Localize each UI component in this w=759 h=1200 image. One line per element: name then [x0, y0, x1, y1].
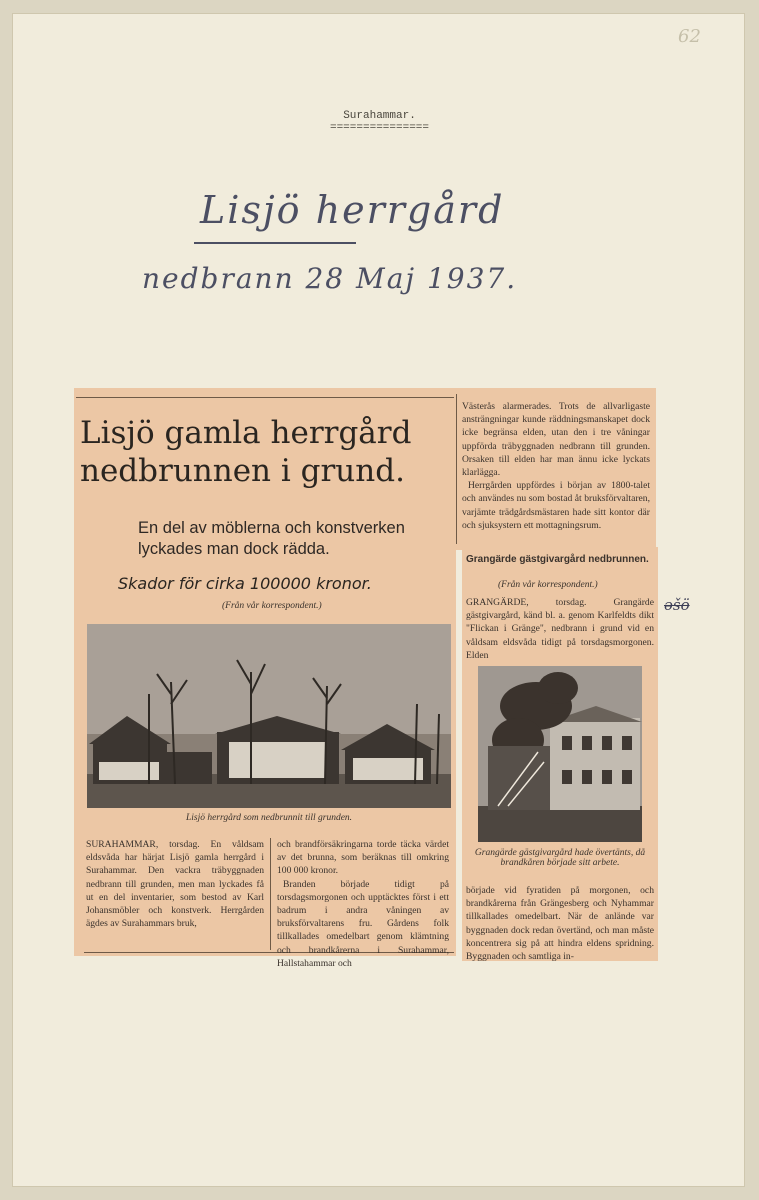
- main-headline: Lisjö gamla herrgård nedbrunnen i grund.: [80, 415, 412, 489]
- main-subhead: En del av möblerna och konstverken lyckades man dock rädda.: [138, 519, 405, 558]
- damage-line: Skador för cirka 100000 kronor.: [118, 574, 372, 593]
- handwritten-date-note: nedbrann 28 Maj 1937.: [142, 262, 518, 295]
- margin-note: ǝšö: [664, 596, 690, 614]
- photo-grangarde-fire: [478, 666, 642, 842]
- article-column-2: [277, 838, 449, 970]
- side-headline: Grangärde gästgivargård nedbrunnen.: [466, 554, 649, 565]
- text-column-rule: [270, 838, 271, 950]
- side-correspondent: (Från vår korrespondent.): [498, 580, 598, 590]
- article-column-1: [86, 838, 264, 930]
- article-col2-para1: och brandförsäkringarna torde täcka värdet av det brunna, som beräknas till omkring 100 000 kronor.: [277, 839, 449, 877]
- main-photo-caption: Lisjö herrgård som nedbrunnit till grunden.: [185, 813, 353, 823]
- article-col3-para2: Herrgården uppfördes i början av 1800-talet och användes nu som bostad åt bruksförvaltaren, varjämte trädgårdsmästaren hade sitt kontor där och sjuksystern ett mottagningsrum.: [462, 480, 650, 531]
- column-rule: [456, 394, 457, 544]
- top-rule: [76, 397, 454, 398]
- typed-place-header: Surahammar.: [343, 110, 416, 122]
- typed-header-underline: ===============: [329, 122, 430, 134]
- article-column-3: [462, 400, 650, 532]
- side-intro: [466, 596, 654, 662]
- main-correspondent: (Från vår korrespondent.): [222, 601, 322, 611]
- photo-lisjo-manor: [87, 624, 451, 808]
- article-col2-para2: Branden började tidigt på torsdagsmorgonen och upptäcktes först i ett badrum i andra våningen av bruksförvaltarens fru. Gårdens folk tillkallades omedelbart genom klämtning och brandkårerna i Surahammar, Hallstahammar och: [277, 878, 449, 969]
- article-col3-para1: Västerås alarmerades. Trots de allvarligaste ansträngningar kunde räddningsmanskapet dock icke begränsa elden, utan den i tre våningar uppförda träbyggnaden nedbrann till grunden. Orsaken till elden har man ännu icke lyckats klarlägga.: [462, 401, 650, 479]
- side-continuation-text: började vid fyratiden på morgonen, och brandkårerna från Grängesberg och Nyhammar tillkallades omedelbart. När de anlände var byggnaden dock redan övertänd, och man måste koncentrera sig på att hindra eldens spridning. Byggnaden och samtliga in-: [466, 885, 654, 963]
- article-col1-text: SURAHAMMAR, torsdag. En våldsam eldsvåda har härjat Lisjö gamla herrgård i Surahammar. Den vackra träbyggnaden nedbrann till grunden, men man lyckades få ut en del inventarier, som bestod av Karl Johansmöbler och konstverk. Herrgården ägdes av Surahammars bruk,: [86, 839, 264, 930]
- handwritten-underline: [194, 242, 356, 244]
- handwritten-title: Lisjö herrgård: [200, 188, 505, 232]
- side-photo-caption: Grangärde gästgivargård hade övertänts, då brandkåren började sitt arbete.: [474, 848, 646, 868]
- side-intro-text: GRANGÄRDE, torsdag. Grangärde gästgivargård, känd bl. a. genom Karlfeldts dikt "Flickan i Gränge", nedbrann i grund vid en våldsam eldsvåda tidigt på torsdagsmorgonen. Elden: [466, 597, 654, 661]
- page-number: 62: [678, 26, 701, 47]
- side-continuation: [466, 884, 654, 963]
